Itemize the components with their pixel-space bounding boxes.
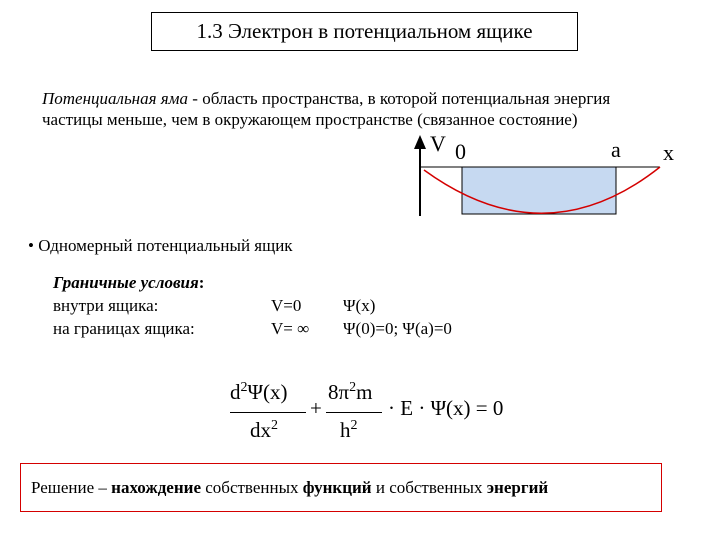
solution-bold-3: энергий [486, 477, 549, 497]
eq-h: h [340, 418, 351, 442]
eq-fraction-bar-2 [326, 412, 382, 413]
definition-text: - область пространства, в которой потенциальная энергия частицы меньше, чем в окружающем пространстве (связанное состояние) [42, 89, 611, 129]
bullet-one-dimensional: • Одномерный потенциальный ящик [28, 236, 293, 255]
v-axis-label: V [430, 131, 446, 156]
boundary-title-text: Граничные условия [53, 273, 199, 292]
eq-denominator-1 [250, 418, 278, 443]
origin-label: 0 [455, 139, 466, 164]
solution-text-2: собственных [201, 477, 303, 497]
eq-dx: dx [250, 418, 271, 442]
definition-term: Потенциальная яма [42, 89, 189, 108]
eq-numerator-2 [328, 380, 372, 405]
eq-sup: 2 [349, 380, 357, 395]
eq-plus: + [310, 396, 322, 420]
eq-sup: 2 [271, 418, 278, 433]
definition-paragraph [42, 88, 672, 130]
eq-m: m [356, 380, 373, 404]
edges-label: на границах ящика: [53, 319, 195, 338]
v-axis-arrow [414, 135, 426, 149]
schrodinger-equation [230, 372, 530, 452]
well-region [462, 167, 616, 214]
boundary-colon: : [198, 273, 205, 292]
eq-denominator-2 [340, 418, 358, 443]
x-axis-label: x [663, 140, 674, 165]
boundary-title [53, 273, 204, 293]
edges-v: V= ∞ [271, 319, 310, 338]
edges-psi: Ψ(0)=0; Ψ(a)=0 [343, 319, 452, 338]
wavefunction-curve [424, 167, 660, 213]
solution-text-1: Решение – [31, 477, 112, 497]
inside-label: внутри ящика: [53, 296, 159, 315]
eq-psi: Ψ(x) [247, 380, 288, 404]
eq-rest: · E · Ψ(x) = 0 [388, 396, 504, 420]
eq-numerator-1 [230, 380, 287, 405]
eq-sup: 2 [350, 418, 358, 433]
solution-bold-2: функций [302, 477, 372, 497]
eq-d: d [230, 380, 241, 404]
solution-box [20, 463, 662, 512]
inside-v: V=0 [271, 296, 302, 315]
eq-8pi: 8π [328, 380, 350, 404]
inside-psi: Ψ(x) [343, 296, 376, 315]
eq-sup: 2 [240, 380, 248, 395]
slide-title: 1.3 Электрон в потенциальном ящике [151, 12, 578, 51]
eq-fraction-bar-1 [230, 412, 306, 413]
solution-text-3: и собственных [371, 477, 487, 497]
a-label: a [611, 137, 621, 162]
solution-bold-1: нахождение [111, 477, 201, 497]
